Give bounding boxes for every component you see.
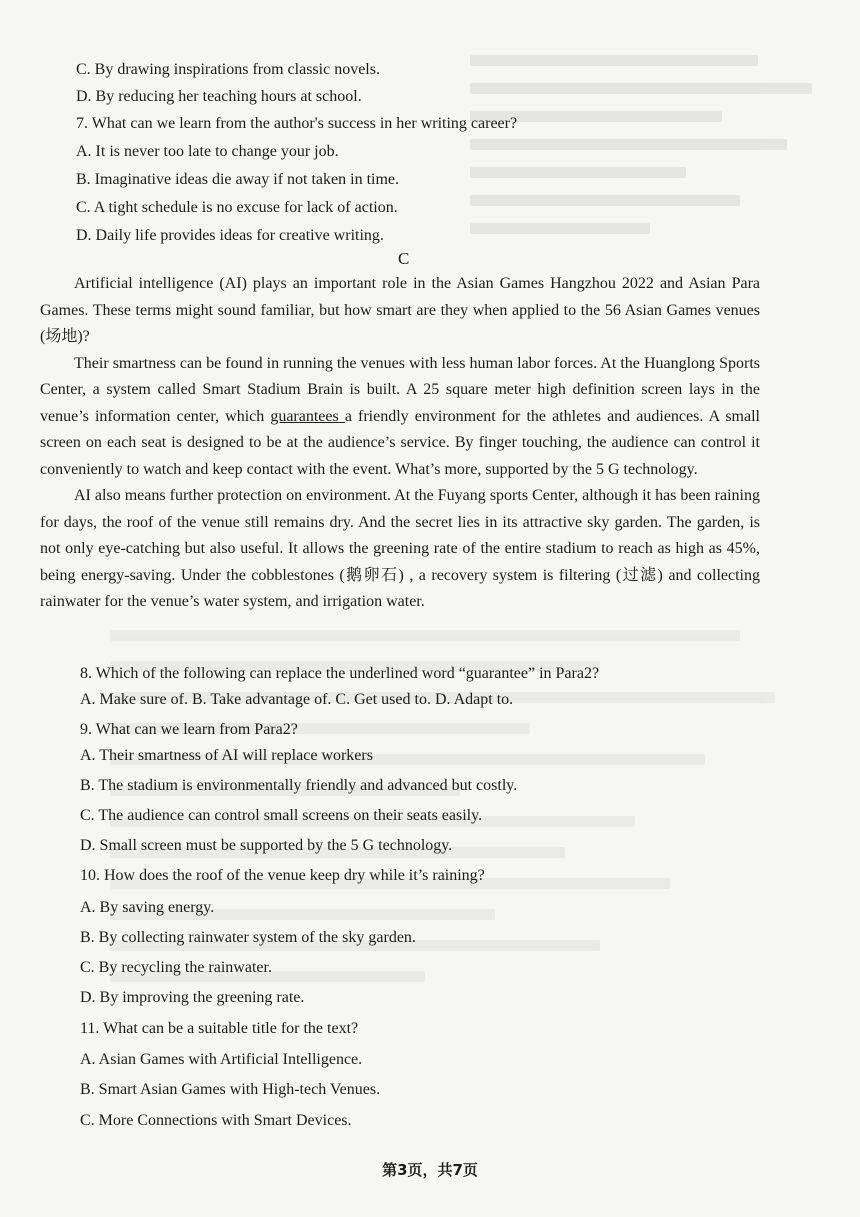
option-11c: C. More Connections with Smart Devices. [80,1112,352,1129]
paragraph-1: Artificial intelligence (AI) plays an important role in the Asian Games Hangzhou 2022 and Asian Para Games. These terms might sound familiar, but how smart are they when applied to the 56 Asian Games venues (场地)? [40,275,760,345]
option-10b: B. By collecting rainwater system of the sky garden. [80,929,416,946]
option-7d: D. Daily life provides ideas for creative writing. [76,227,384,244]
paragraph-2-end: a friendly environment for the athletes and audiences. A small screen on each seat is designed to be at the audience’s service. By finger touching, the audience can control it conveniently to watch and keep contact with the event. What’s more, supported by the 5 G technology. [40,407,760,478]
question-8: 8. Which of the following can replace the underlined word “guarantee” in Para2? [80,665,600,682]
question-11: 11. What can be a suitable title for the text? [80,1020,359,1037]
option-9d: D. Small screen must be supported by the 5 G technology. [80,837,453,854]
paragraph-3: AI also means further protection on environment. At the Fuyang sports Center, although it has been raining for days, the roof of the venue still remains dry. And the secret lies in its attractive sky garden. The garden, is not only eye-catching but also useful. It allows the greening rate of the entire stadium to reach as high as 45%, being energy-saving. Under the cobblestones (鹅卵石) , a recovery system is filtering (过滤) and collecting rainwater for the venue’s water system, and irrigation water. [40,487,760,610]
option-9c: C. The audience can control small screens on their seats easily. [80,807,483,824]
options-8: A. Make sure of. B. Take advantage of. C. Get used to. D. Adapt to. [80,691,514,708]
option-9a: A. Their smartness of AI will replace workers [80,747,373,764]
option-6c: C. By drawing inspirations from classic novels. [76,61,380,78]
question-7: 7. What can we learn from the author's success in her writing career? [76,115,518,132]
paragraph-2 [40,351,760,484]
option-9b: B. The stadium is environmentally friendly and advanced but costly. [80,777,518,794]
underlined-word: guarantees [270,407,345,425]
option-7c: C. A tight schedule is no excuse for lack of action. [76,199,398,216]
option-10a: A. By saving energy. [80,899,215,916]
passage-c [40,271,760,616]
option-11b: B. Smart Asian Games with High-tech Venues. [80,1081,381,1098]
question-10: 10. How does the roof of the venue keep dry while it’s raining? [80,867,485,884]
question-9: 9. What can we learn from Para2? [80,721,298,738]
section-heading: C [398,249,410,268]
option-6d: D. By reducing her teaching hours at school. [76,88,362,105]
option-10d: D. By improving the greening rate. [80,989,305,1006]
option-11a: A. Asian Games with Artificial Intelligence. [80,1051,363,1068]
paragraph-2-start: Their smartness can be found in running the venues with less human labor forces. At the Huanglong Sports Center, a system called Smart Stadium Brain is built. A 25 square meter high definition screen lays in the venue’s information center, which [40,354,760,425]
option-10c: C. By recycling the rainwater. [80,959,272,976]
page-number: 第3页，共7页 [382,1161,478,1179]
option-7a: A. It is never too late to change your job. [76,143,339,160]
option-7b: B. Imaginative ideas die away if not taken in time. [76,171,400,188]
bleed-through-text [470,55,830,245]
